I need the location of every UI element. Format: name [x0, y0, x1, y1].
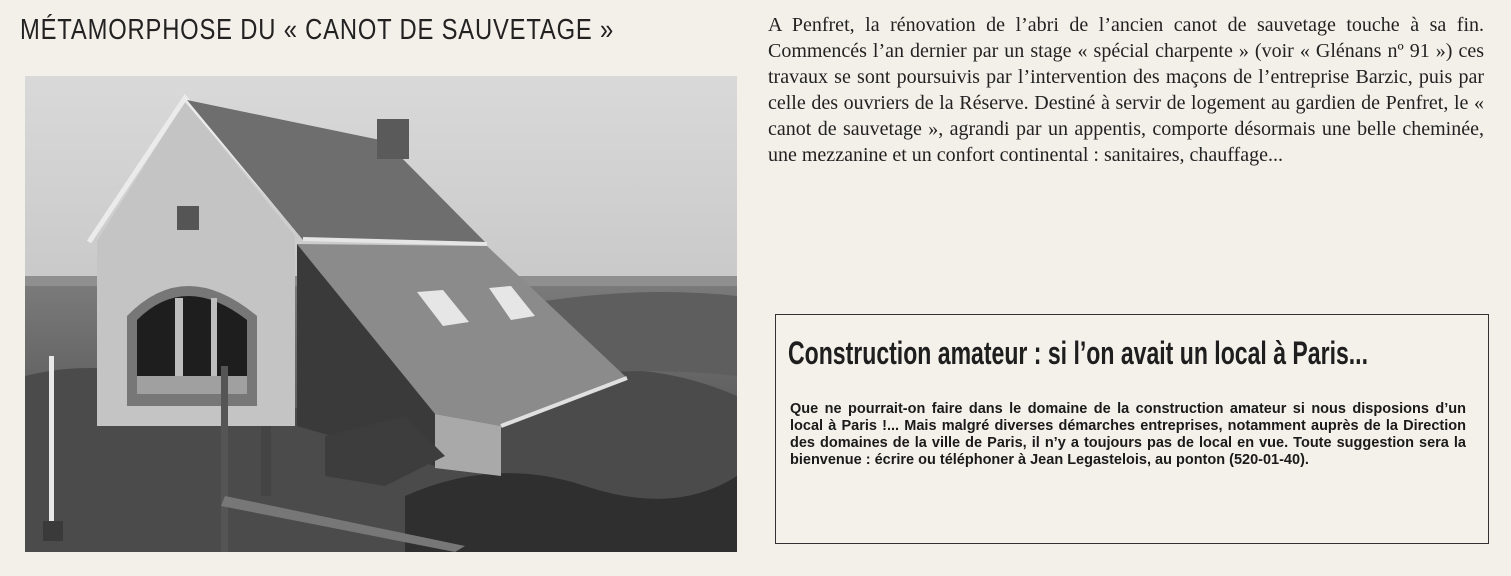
boathouse-photo [25, 76, 737, 552]
box-body: Que ne pourrait-on faire dans le domaine de la construction amateur si nous disposions d’un local à Paris !... Mais malgré diverses démarches entreprises, notamment auprès de la Direction des domaines de la ville de Paris, il n’y a toujours pas de local en vue. Toute suggestion sera la bienvenue : écrire ou téléphoner à Jean Legastelois, au ponton (520-01-40). [790, 401, 1466, 468]
intro-paragraph: A Penfret, la rénovation de l’abri de l’ancien canot de sauvetage touche à sa fin. Commencés l’an dernier par un stage « spécial charpente » (voir « Glénans nº 91 ») ces travaux se sont poursuivis par l’intervention des maçons de l’entreprise Barzic, puis par celle des ouvriers de la Réserve. Destiné à servir de logement au gardien de Penfret, le « canot de sauvetage », agrandi par un appentis, comporte désormais une belle cheminée, une mezzanine et un confort continental : sanitaires, chauffage... [768, 14, 1484, 166]
sidebar-box [775, 314, 1489, 544]
box-title: Construction amateur : si l’on avait un local à Paris... [788, 335, 1368, 371]
page-title: MÉTAMORPHOSE DU « CANOT DE SAUVETAGE » [20, 14, 615, 46]
